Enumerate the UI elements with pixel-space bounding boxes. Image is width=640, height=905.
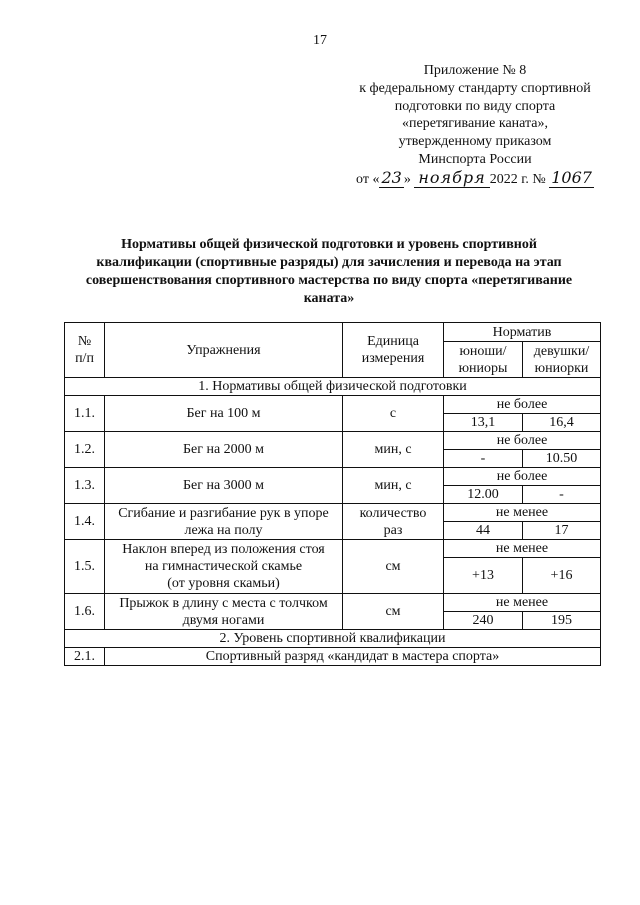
table-row — [65, 468, 601, 486]
row-unit: см — [343, 540, 444, 594]
row-unit: с — [343, 396, 444, 432]
row-girls-value: 16,4 — [523, 414, 601, 432]
row-exercise: Прыжок в длину с места с толчком двумя ногами — [105, 594, 343, 630]
page-number: 17 — [313, 33, 327, 48]
title-line: Нормативы общей физической подготовки и уровень спортивной — [121, 237, 537, 252]
row-qualification: Спортивный разряд «кандидат в мастера спорта» — [105, 648, 601, 666]
row-girls-value: 195 — [523, 612, 601, 630]
table-row — [65, 396, 601, 414]
appendix-line: утвержденному приказом — [398, 134, 552, 150]
header-unit: Единица измерения — [343, 323, 444, 378]
header-norm: Норматив — [444, 323, 601, 342]
header-row — [65, 323, 601, 342]
row-boys-value: 44 — [444, 522, 523, 540]
row-number: 2.1. — [65, 648, 105, 666]
table-row — [65, 432, 601, 450]
date-prefix: от « — [356, 171, 380, 187]
row-boys-value: - — [444, 450, 523, 468]
table-row — [65, 504, 601, 522]
row-girls-value: - — [523, 486, 601, 504]
row-exercise: Бег на 2000 м — [105, 432, 343, 468]
table-row — [65, 594, 601, 612]
document-title — [64, 236, 594, 308]
row-boys-value: 13,1 — [444, 414, 523, 432]
row-exercise: Бег на 100 м — [105, 396, 343, 432]
section-row — [65, 378, 601, 396]
row-condition: не более — [444, 468, 601, 486]
handwritten-day: 23 — [381, 167, 402, 187]
section-1-title: 1. Нормативы общей физической подготовки — [65, 378, 601, 396]
row-number: 1.4. — [65, 504, 105, 540]
table-row — [65, 648, 601, 666]
table-row — [65, 540, 601, 558]
row-number: 1.2. — [65, 432, 105, 468]
appendix-line: «перетягивание каната», — [401, 116, 548, 132]
handwritten-month: ноября — [414, 169, 489, 188]
row-condition: не более — [444, 432, 601, 450]
row-exercise: Сгибание и разгибание рук в упоре лежа на полу — [105, 504, 343, 540]
appendix-block — [340, 62, 610, 189]
row-unit: мин, с — [343, 468, 444, 504]
row-boys-value: 240 — [444, 612, 523, 630]
row-number: 1.5. — [65, 540, 105, 594]
title-line: совершенствования спортивного мастерства по виду спорта «перетягивание — [85, 273, 573, 288]
header-exercises: Упражнения — [105, 323, 343, 378]
row-unit: см — [343, 594, 444, 630]
title-line: каната» — [303, 291, 355, 306]
section-2-title: 2. Уровень спортивной квалификации — [65, 630, 601, 648]
row-number: 1.1. — [65, 396, 105, 432]
section-row — [65, 630, 601, 648]
row-boys-value: 12.00 — [444, 486, 523, 504]
row-condition: не менее — [444, 504, 601, 522]
row-number: 1.6. — [65, 594, 105, 630]
date-year: 2022 г. № — [489, 171, 546, 187]
row-exercise: Наклон вперед из положения стоя на гимнастической скамье (от уровня скамьи) — [105, 540, 343, 594]
appendix-date-line — [340, 169, 610, 189]
row-girls-value: +16 — [523, 558, 601, 594]
title-line: квалификации (спортивные разряды) для зачисления и перевода на этап — [96, 255, 562, 270]
header-girls: девушки/ юниорки — [523, 342, 601, 378]
handwritten-order-number: 1067 — [551, 167, 592, 187]
appendix-line: подготовки по виду спорта — [394, 98, 556, 114]
row-condition: не менее — [444, 594, 601, 612]
appendix-line: Минспорта России — [418, 151, 532, 167]
row-unit: количество раз — [343, 504, 444, 540]
date-quote-close: » — [403, 171, 411, 187]
row-condition: не более — [444, 396, 601, 414]
header-boys: юноши/ юниоры — [444, 342, 523, 378]
header-number: № п/п — [65, 323, 105, 378]
row-girls-value: 17 — [523, 522, 601, 540]
row-girls-value: 10.50 — [523, 450, 601, 468]
row-unit: мин, с — [343, 432, 444, 468]
norms-table — [64, 322, 601, 666]
row-exercise: Бег на 3000 м — [105, 468, 343, 504]
appendix-line: к федеральному стандарту спортивной — [359, 80, 591, 96]
appendix-line: Приложение № 8 — [423, 63, 527, 78]
row-boys-value: +13 — [444, 558, 523, 594]
row-condition: не менее — [444, 540, 601, 558]
row-number: 1.3. — [65, 468, 105, 504]
